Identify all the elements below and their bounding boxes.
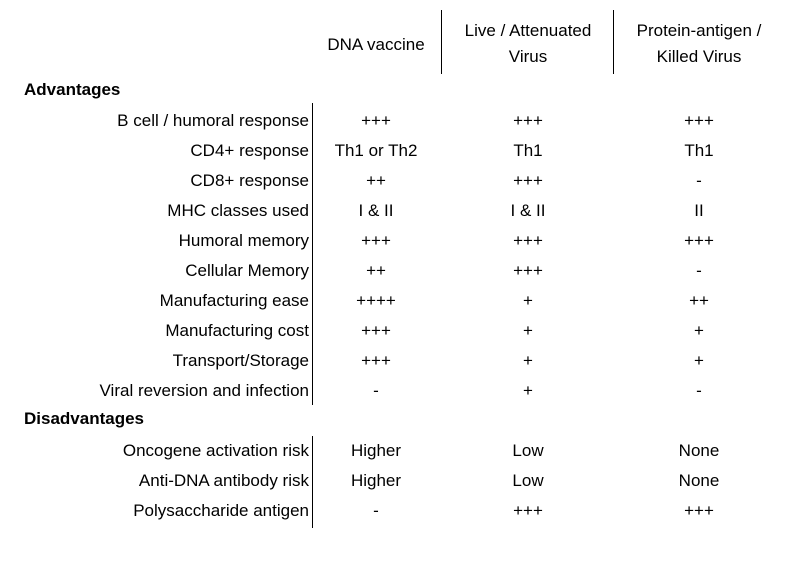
row-label: CD4+ response bbox=[190, 141, 309, 160]
cell-live-attenuated: I & II bbox=[510, 201, 546, 220]
table-row bbox=[0, 196, 800, 226]
cell-live-attenuated: +++ bbox=[513, 171, 543, 190]
table-row bbox=[0, 226, 800, 256]
row-label: Anti-DNA antibody risk bbox=[138, 471, 309, 490]
header-divider-2 bbox=[613, 10, 614, 74]
table-row bbox=[0, 346, 800, 376]
section-advantages: Advantages bbox=[24, 80, 121, 99]
cell-protein-killed: None bbox=[678, 471, 720, 490]
cell-protein-killed: - bbox=[696, 381, 702, 400]
cell-dna-vaccine: - bbox=[373, 381, 379, 400]
table-row bbox=[0, 166, 800, 196]
header-live-line2: Virus bbox=[508, 47, 548, 66]
table-row bbox=[0, 376, 800, 406]
header-protein-line1: Protein-antigen / bbox=[636, 21, 762, 40]
cell-protein-killed: + bbox=[694, 351, 704, 370]
header-protein-killed-virus bbox=[615, 18, 783, 70]
cell-dna-vaccine: I & II bbox=[358, 201, 394, 220]
cell-live-attenuated: + bbox=[523, 321, 533, 340]
row-label: B cell / humoral response bbox=[117, 111, 309, 130]
header-live-line1: Live / Attenuated bbox=[464, 21, 592, 40]
cell-live-attenuated: +++ bbox=[513, 111, 543, 130]
cell-dna-vaccine: - bbox=[373, 501, 379, 520]
row-label: Cellular Memory bbox=[185, 261, 309, 280]
header-dna-vaccine-text: DNA vaccine bbox=[327, 35, 425, 54]
header-protein-line2: Killed Virus bbox=[656, 47, 742, 66]
table-row bbox=[0, 106, 800, 136]
cell-live-attenuated: + bbox=[523, 291, 533, 310]
cell-protein-killed: +++ bbox=[684, 231, 714, 250]
cell-dna-vaccine: Higher bbox=[350, 441, 402, 460]
cell-dna-vaccine: +++ bbox=[361, 111, 391, 130]
table-row bbox=[0, 316, 800, 346]
cell-live-attenuated: + bbox=[523, 381, 533, 400]
cell-dna-vaccine: ++++ bbox=[356, 291, 396, 310]
row-label: Humoral memory bbox=[178, 231, 309, 250]
cell-dna-vaccine: Higher bbox=[350, 471, 402, 490]
header-divider-1 bbox=[441, 10, 442, 74]
row-label: CD8+ response bbox=[190, 171, 309, 190]
section-disadvantages: Disadvantages bbox=[24, 409, 144, 428]
table-row bbox=[0, 496, 800, 526]
table-row bbox=[0, 136, 800, 166]
row-label: MHC classes used bbox=[167, 201, 309, 220]
cell-protein-killed: + bbox=[694, 321, 704, 340]
row-label: Viral reversion and infection bbox=[99, 381, 309, 400]
header-dna-vaccine bbox=[313, 32, 439, 58]
row-label: Transport/Storage bbox=[172, 351, 309, 370]
cell-dna-vaccine: +++ bbox=[361, 351, 391, 370]
cell-protein-killed: ++ bbox=[689, 291, 709, 310]
cell-dna-vaccine: +++ bbox=[361, 231, 391, 250]
cell-protein-killed: - bbox=[696, 261, 702, 280]
table-row bbox=[0, 466, 800, 496]
table-row bbox=[0, 286, 800, 316]
table-row bbox=[0, 256, 800, 286]
cell-live-attenuated: +++ bbox=[513, 501, 543, 520]
cell-live-attenuated: Low bbox=[512, 471, 544, 490]
cell-live-attenuated: Low bbox=[512, 441, 544, 460]
cell-protein-killed: - bbox=[696, 171, 702, 190]
cell-protein-killed: None bbox=[678, 441, 720, 460]
cell-dna-vaccine: Th1 or Th2 bbox=[334, 141, 418, 160]
table-row bbox=[0, 436, 800, 466]
cell-dna-vaccine: ++ bbox=[366, 171, 386, 190]
cell-protein-killed: Th1 bbox=[684, 141, 714, 160]
row-label: Manufacturing cost bbox=[165, 321, 309, 340]
cell-protein-killed: +++ bbox=[684, 111, 714, 130]
cell-live-attenuated: +++ bbox=[513, 231, 543, 250]
row-label: Manufacturing ease bbox=[159, 291, 309, 310]
cell-live-attenuated: Th1 bbox=[513, 141, 543, 160]
cell-protein-killed: +++ bbox=[684, 501, 714, 520]
cell-dna-vaccine: ++ bbox=[366, 261, 386, 280]
row-label: Oncogene activation risk bbox=[122, 441, 309, 460]
cell-dna-vaccine: +++ bbox=[361, 321, 391, 340]
header-live-attenuated-virus bbox=[443, 18, 613, 70]
row-label: Polysaccharide antigen bbox=[133, 501, 309, 520]
cell-protein-killed: II bbox=[694, 201, 704, 220]
cell-live-attenuated: + bbox=[523, 351, 533, 370]
cell-live-attenuated: +++ bbox=[513, 261, 543, 280]
